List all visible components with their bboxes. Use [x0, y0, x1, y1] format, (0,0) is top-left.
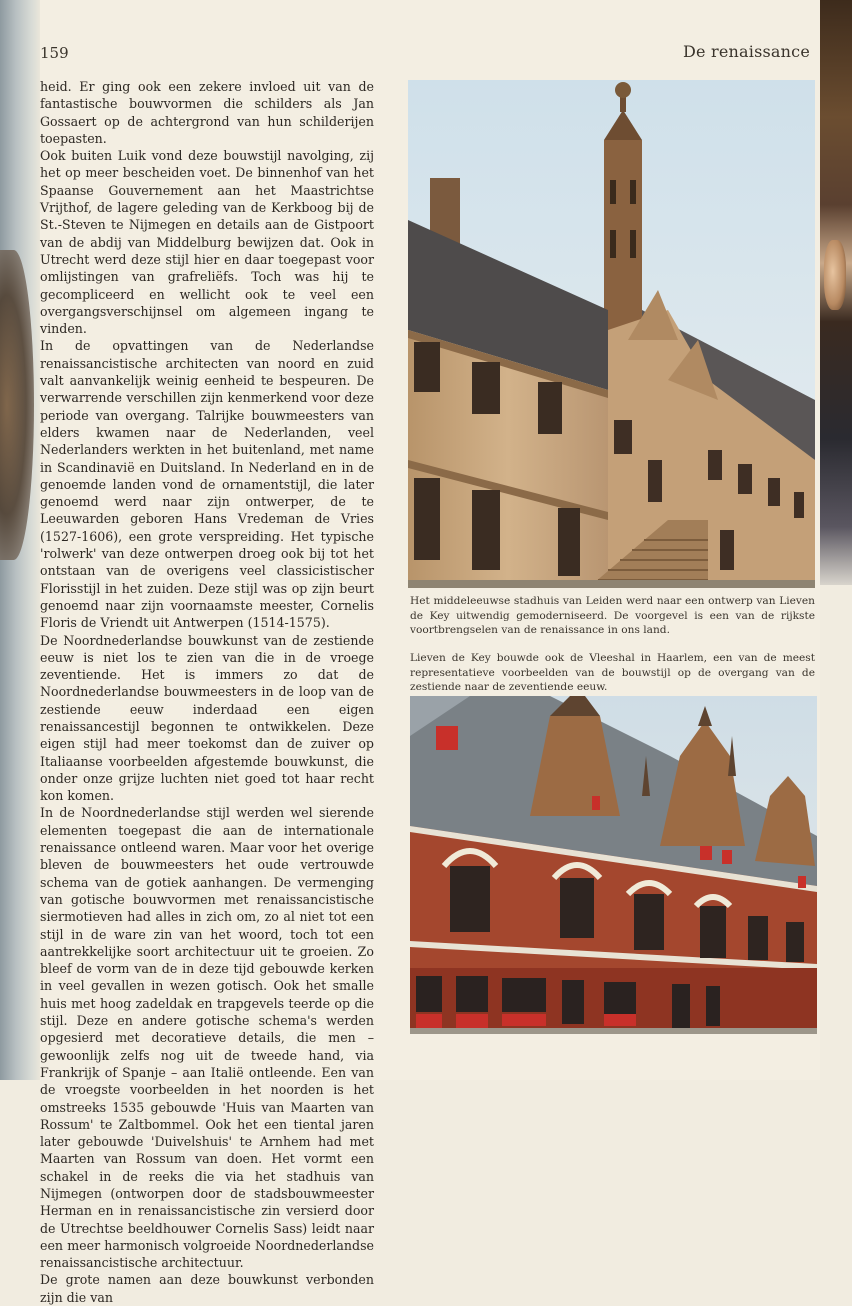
book-binding-edge: [0, 0, 40, 1080]
leiden-town-hall-illustration: [408, 80, 815, 588]
book-page: [40, 0, 820, 1305]
photo-haarlem-vleeshal: [410, 696, 817, 1034]
haarlem-vleeshal-illustration: [410, 696, 817, 1034]
caption-leiden: Het middeleeuwse stadhuis van Leiden werd naar een ontwerp van Lieven de Key uitwendig gemoderniseerd. De voorgevel is een van de rijkste voortbrengselen van de renaissance in ons land.: [410, 595, 815, 636]
body-text-column: [40, 78, 374, 1306]
photo-leiden-town-hall: [408, 80, 815, 588]
caption-haarlem: Lieven de Key bouwde ook de Vleeshal in Haarlem, een van de meest representatieve voorbeelden van de bouwstijl op de overgang van de zestiende naar de zeventiende eeuw.: [410, 652, 815, 693]
body-paragraph: In de Noordnederlandse stijl werden wel sierende elementen toegepast die aan de internationale renaissance ontleend waren. Maar voor het overige bleven de bouwmeesters het oude vertrouwde schema van de gotiek aanhangen. De vermenging van gotische bouwvormen met renaissancistische siermotieven had alles in zich om, zo al niet tot een stijl in de ware zin van het woord, toch tot een aantrekkelijke soort architectuur uit te groeien. Zo bleef de vorm van de in deze tijd gebouwde kerken in veel gevallen in wezen gotisch. Ook het smalle huis met hoog zadeldak en trapgevels teerde op die stijl. Deze en andere gotische schema's werden opgesierd met decoratieve details, die men – gewoonlijk zelfs nog uit de tweede hand, via Frankrijk of Spanje – aan Italië ontleende. Een van de vroegste voorbeelden in het noorden is het omstreeks 1535 gebouwde 'Huis van Maarten van Rossum' te Zaltbommel. Ook het een tiental jaren later gebouwde 'Duivelshuis' te Arnhem had met Maarten van Rossum van doen. Het vormt een schakel in de reeks die via het stadhuis van Nijmegen (ontworpen door de stadsbouwmeester Herman en in renaissancistische zin versierd door de Utrechtse beeldhouwer Cornelis Sass) leidt naar een meer harmonisch volgroeide Noordnederlandse renaissancistische architectuur.: [40, 805, 374, 1271]
next-page-portrait-fragment: [824, 240, 846, 310]
running-header-title: De renaissance: [683, 42, 810, 61]
body-paragraph: De Noordnederlandse bouwkunst van de zestiende eeuw is niet los te zien van die in de vroege zeventiende. Het is immers zo dat de Noordnederlandse bouwmeesters in de loop van de zestiende eeuw inderdaad een eigen renaissancestijl begonnen te ontwikkelen. Deze eigen stijl had meer toekomst dan de zuiver op Italiaanse voorbeelden afgestemde bouwkunst, die onder onze grijze luchten niet goed tot haar recht kon komen.: [40, 632, 374, 804]
body-paragraph: De grote namen aan deze bouwkunst verbonden zijn die van: [40, 1272, 374, 1305]
next-page-photo-edge: [820, 0, 852, 585]
body-paragraph: Ook buiten Luik vond deze bouwstijl navolging, zij het op meer bescheiden voet. De binnenhof van het Spaanse Gouvernement aan het Maastrichtse Vrijthof, de lagere geleding van de Kerkboog bij de St.-Steven te Nijmegen en details aan de Gistpoort van de abdij van Middelburg bewijzen dat. Ook in Utrecht werd deze stijl hier en daar toegepast voor omlijstingen van grafreliëfs. Toch was hij te gecompliceerd en wellicht ook te veel een overgangsverschijnsel om algemeen ingang te vinden.: [40, 148, 374, 337]
adjacent-page-photo-edge: [0, 250, 34, 560]
body-paragraph: heid. Er ging ook een zekere invloed uit van de fantastische bouwvormen die schilders als Jan Gossaert op de achtergrond van hun schilderijen toepasten.: [40, 79, 374, 146]
body-paragraph: In de opvattingen van de Nederlandse renaissancistische architecten van noord en zuid valt aanvankelijk weinig eenheid te bespeuren. De verwarrende verschillen zijn kenmerkend voor deze periode van overgang. Talrijke bouwmeesters van elders kwamen naar de Nederlanden, veel Nederlanders werkten in het buitenland, met name in Scandinavië en Duitsland. In Nederland en in de genoemde landen vond de ornamentstijl, die later genoemd werd naar zijn ontwerper, de te Leeuwarden geboren Hans Vredeman de Vries (1527-1606), een grote verspreiding. Het typische 'rolwerk' van deze ontwerpen droeg ook bij tot het ontstaan van de overigens veel classicistischer Florisstijl in het zuiden. Deze stijl was op zijn beurt genoemd naar zijn voornaamste meester, Cornelis Floris de Vriendt uit Antwerpen (1514-1575).: [40, 338, 374, 631]
page-number: 159: [40, 44, 69, 62]
